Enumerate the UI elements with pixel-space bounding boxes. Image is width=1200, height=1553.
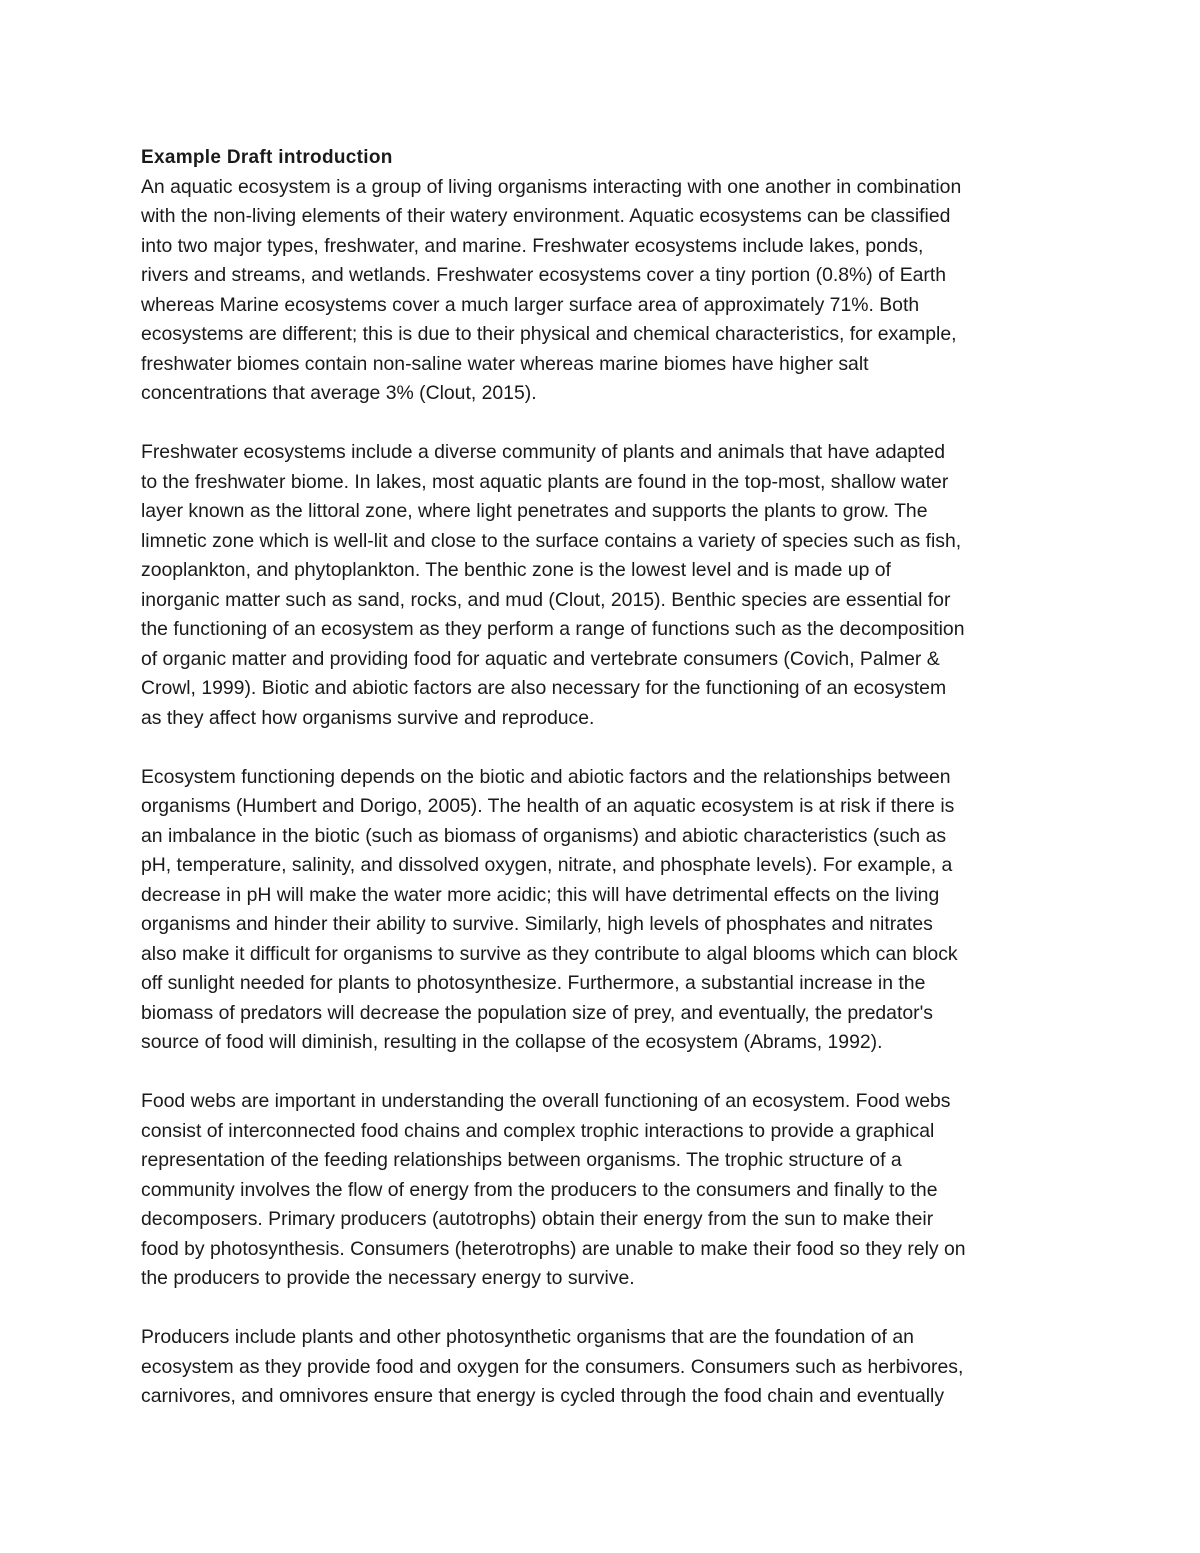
text-line: as they affect how organisms survive and reproduce. — [141, 706, 595, 729]
text-line: an imbalance in the biotic (such as biomass of organisms) and abiotic characteristics (such as — [141, 824, 947, 847]
text-line: inorganic matter such as sand, rocks, and mud (Clout, 2015). Benthic species are essential for — [141, 588, 951, 611]
text-line: the functioning of an ecosystem as they perform a range of functions such as the decomposition — [141, 618, 965, 640]
text-line: pH, temperature, salinity, and dissolved oxygen, nitrate, and phosphate levels). For example, a — [141, 854, 953, 876]
paragraph — [141, 763, 1071, 1058]
text-line: Producers include plants and other photosynthetic organisms that are the foundation of an — [141, 1326, 914, 1348]
text-line: representation of the feeding relationships between organisms. The trophic structure of a — [141, 1149, 902, 1171]
text-line: source of food will diminish, resulting in the collapse of the ecosystem (Abrams, 1992). — [141, 1031, 883, 1053]
text-line: layer known as the littoral zone, where light penetrates and supports the plants to grow. The — [141, 500, 928, 522]
text-line: off sunlight needed for plants to photosynthesize. Furthermore, a substantial increase in the — [141, 972, 926, 994]
paragraph-list — [141, 173, 1071, 1412]
text-line: organisms and hinder their ability to survive. Similarly, high levels of phosphates and nitrates — [141, 913, 933, 935]
text-line: Crowl, 1999). Biotic and abiotic factors are also necessary for the functioning of an ecosystem — [141, 677, 947, 699]
text-line: zooplankton, and phytoplankton. The benthic zone is the lowest level and is made up of — [141, 559, 891, 581]
text-line: into two major types, freshwater, and marine. Freshwater ecosystems include lakes, ponds, — [141, 234, 924, 257]
text-line: also make it difficult for organisms to survive as they contribute to algal blooms which can block — [141, 942, 958, 965]
text-line: whereas Marine ecosystems cover a much larger surface area of approximately 71%. Both — [141, 293, 920, 316]
text-line: ecosystem as they provide food and oxygen for the consumers. Consumers such as herbivores, — [141, 1355, 964, 1378]
text-line: freshwater biomes contain non-saline water whereas marine biomes have higher salt — [141, 352, 869, 375]
text-line: to the freshwater biome. In lakes, most aquatic plants are found in the top-most, shallow water — [141, 470, 949, 493]
text-line: limnetic zone which is well-lit and close to the surface contains a variety of species such as fish, — [141, 529, 962, 552]
text-line: An aquatic ecosystem is a group of living organisms interacting with one another in combination — [141, 175, 962, 198]
text-line: ecosystems are different; this is due to their physical and chemical characteristics, for example, — [141, 323, 957, 345]
document-body — [141, 143, 1071, 1441]
paragraph — [141, 1323, 1071, 1412]
paragraph — [141, 173, 1071, 409]
text-line: the producers to provide the necessary energy to survive. — [141, 1267, 635, 1289]
text-line: community involves the flow of energy from the producers to the consumers and finally to the — [141, 1178, 938, 1201]
text-line: rivers and streams, and wetlands. Freshwater ecosystems cover a tiny portion (0.8%) of Earth — [141, 264, 947, 286]
document-title: Example Draft introduction — [141, 147, 393, 168]
text-line: organisms (Humbert and Dorigo, 2005). The health of an aquatic ecosystem is at risk if there is — [141, 795, 955, 817]
text-line: food by photosynthesis. Consumers (heterotrophs) are unable to make their food so they rely on — [141, 1237, 966, 1260]
text-line: Food webs are important in understanding the overall functioning of an ecosystem. Food webs — [141, 1090, 951, 1112]
paragraph — [141, 438, 1071, 733]
text-line: Freshwater ecosystems include a diverse community of plants and animals that have adapted — [141, 441, 946, 463]
text-line: biomass of predators will decrease the population size of prey, and eventually, the predator's — [141, 1001, 933, 1024]
text-line: decomposers. Primary producers (autotrophs) obtain their energy from the sun to make their — [141, 1208, 934, 1230]
text-line: Ecosystem functioning depends on the biotic and abiotic factors and the relationships between — [141, 765, 951, 788]
text-line: consist of interconnected food chains and complex trophic interactions to provide a graphical — [141, 1119, 935, 1142]
text-line: concentrations that average 3% (Clout, 2015). — [141, 382, 537, 404]
paragraph — [141, 1087, 1071, 1294]
text-line: of organic matter and providing food for aquatic and vertebrate consumers (Covich, Palmer & — [141, 647, 940, 670]
text-line: decrease in pH will make the water more acidic; this will have detrimental effects on the living — [141, 883, 940, 906]
text-line: carnivores, and omnivores ensure that energy is cycled through the food chain and eventually — [141, 1385, 945, 1407]
text-line: with the non-living elements of their watery environment. Aquatic ecosystems can be classified — [141, 205, 951, 227]
